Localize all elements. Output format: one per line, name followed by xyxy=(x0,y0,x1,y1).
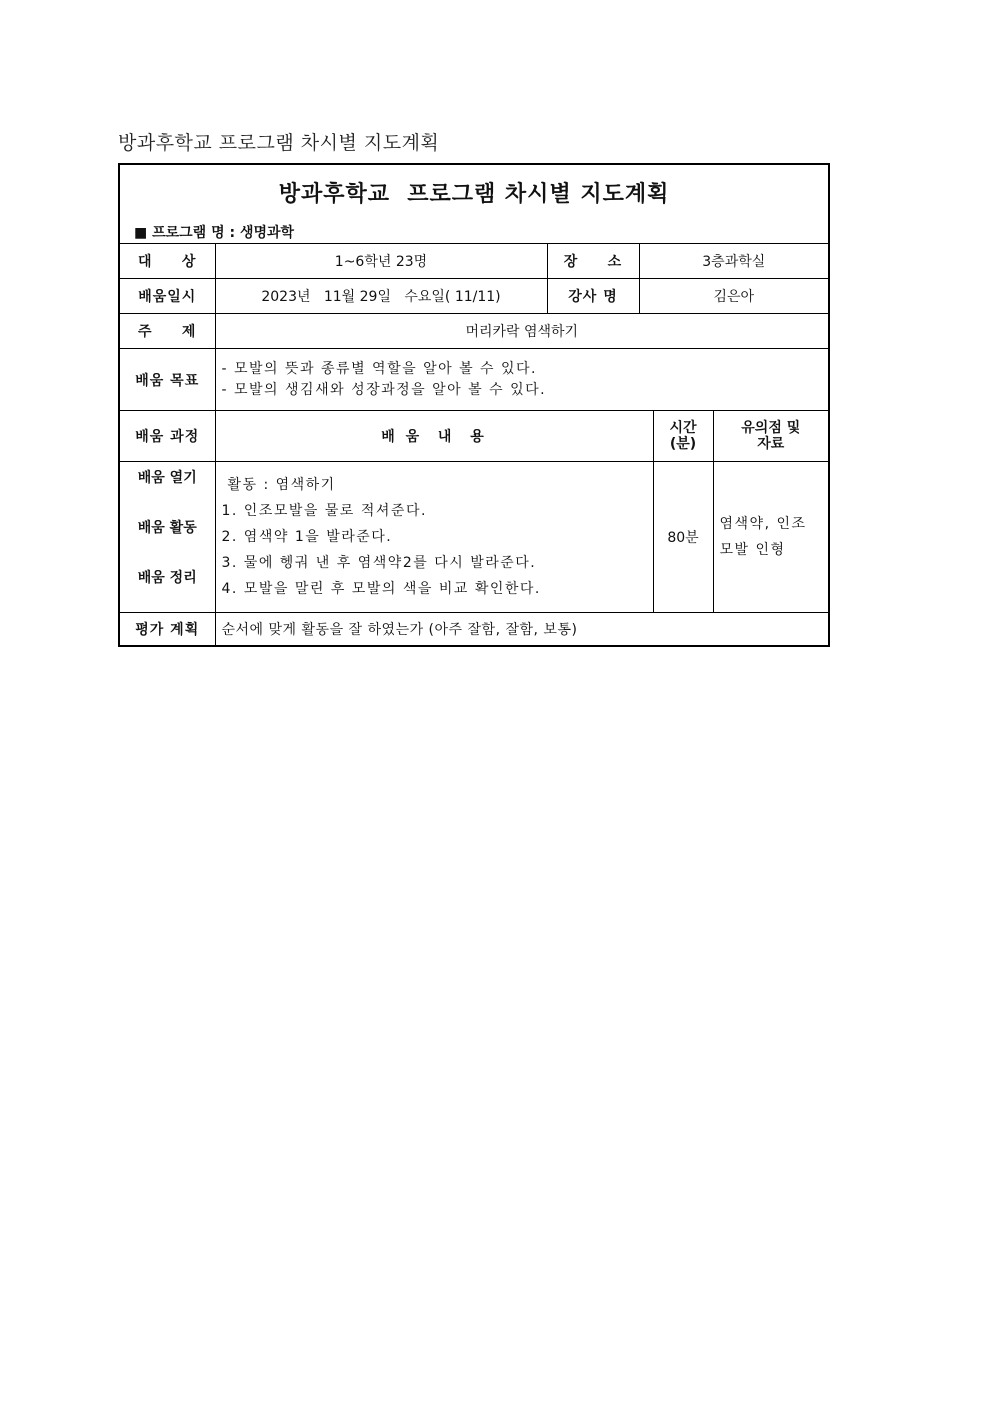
activities-cell xyxy=(215,462,653,613)
instructor-value: 김은아 xyxy=(639,279,829,314)
eval-label: 평가 계획 xyxy=(119,613,215,647)
phase-label: 배움 정리 xyxy=(137,570,197,586)
goal-item: - 모발의 생김새와 성장과정을 알아 볼 수 있다. xyxy=(221,381,547,398)
program-name: 생명과학 xyxy=(239,224,295,241)
goal-label: 배움 목표 xyxy=(119,349,215,411)
phase-label: 배움 활동 xyxy=(137,520,197,536)
goal-item: - 모발의 뜻과 종류별 역할을 알아 볼 수 있다. xyxy=(221,360,538,377)
phase-label: 배움 열기 xyxy=(137,470,197,486)
notes-cell xyxy=(713,462,829,613)
target-label: 대 상 xyxy=(119,244,215,279)
note-line: 모발 인형 xyxy=(719,542,786,558)
phase-labels-cell xyxy=(119,462,215,613)
document-heading: 방과후학교 프로그램 차시별 지도계획 xyxy=(118,132,440,154)
program-label: ■ 프로그램 명 : xyxy=(134,224,240,241)
table-title: 방과후학교 프로그램 차시별 지도계획 xyxy=(278,181,670,207)
activity-line: 4. 모발을 말린 후 모발의 색을 비교 확인한다. xyxy=(221,581,541,597)
target-value: 1~6학년 23명 xyxy=(215,244,547,279)
instructor-label: 강사 명 xyxy=(547,279,639,314)
content-label: 배 움 내 용 xyxy=(215,411,653,462)
title-cell xyxy=(119,164,829,244)
activity-line: 활동 : 염색하기 xyxy=(221,477,336,493)
time-header-line1: 시간 xyxy=(669,420,697,436)
place-label: 장 소 xyxy=(547,244,639,279)
notes-header-line1: 유의점 및 xyxy=(741,420,801,436)
topic-label: 주 제 xyxy=(119,314,215,349)
topic-value: 머리카락 염색하기 xyxy=(215,314,829,349)
time-header xyxy=(653,411,713,462)
date-label: 배움일시 xyxy=(119,279,215,314)
date-value: 2023년 11월 29일 수요일( 11/11) xyxy=(215,279,547,314)
time-header-line2: (분) xyxy=(669,436,697,452)
eval-value: 순서에 맞게 활동을 잘 하였는가 (아주 잘함, 잘함, 보통) xyxy=(215,613,829,647)
time-value: 80분 xyxy=(653,462,713,613)
activity-line: 3. 물에 헹궈 낸 후 염색약2를 다시 발라준다. xyxy=(221,555,537,571)
notes-header xyxy=(713,411,829,462)
goals-cell xyxy=(215,349,829,411)
process-label: 배움 과정 xyxy=(119,411,215,462)
notes-header-line2: 자료 xyxy=(757,436,785,452)
activity-line: 2. 염색약 1을 발라준다. xyxy=(221,529,393,545)
lesson-plan-table xyxy=(118,163,830,647)
program-name-line xyxy=(126,208,822,242)
note-line: 염색약, 인조 xyxy=(719,516,807,532)
activity-line: 1. 인조모발을 물로 적셔준다. xyxy=(221,503,427,519)
place-value: 3층과학실 xyxy=(639,244,829,279)
